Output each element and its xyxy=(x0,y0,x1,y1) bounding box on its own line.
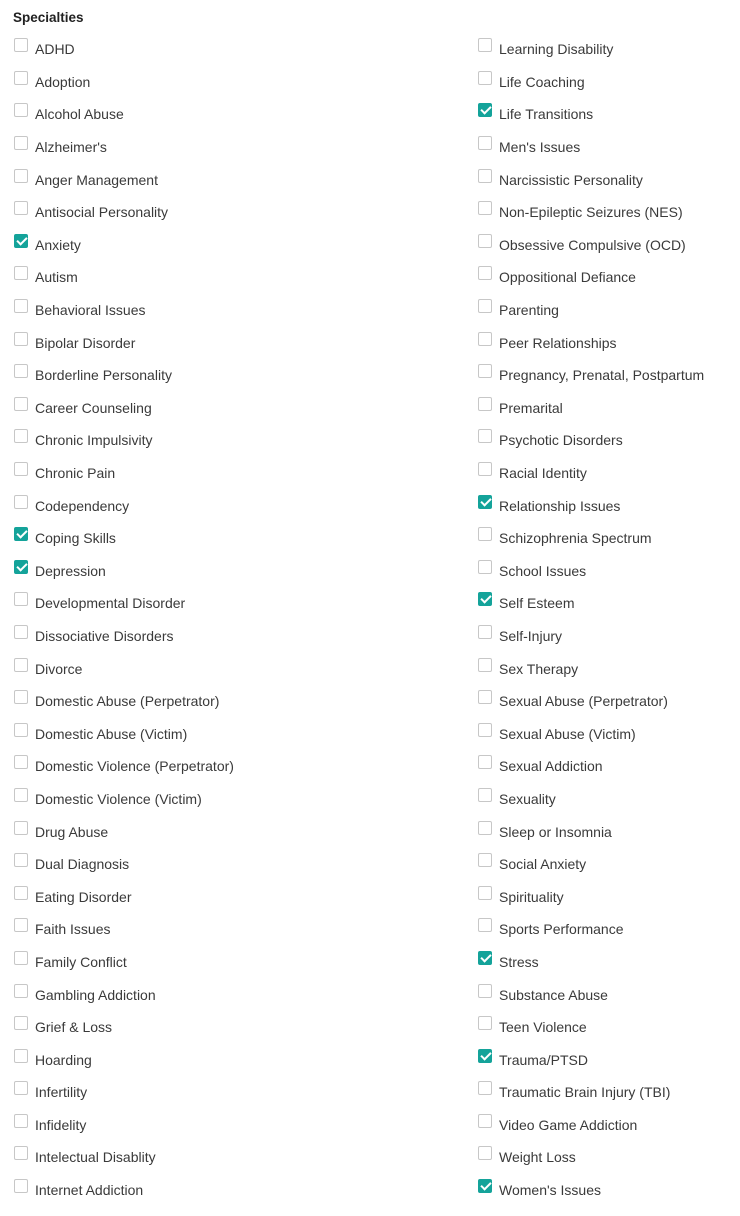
specialty-option-non-epileptic-seizures-nes[interactable] xyxy=(478,195,704,228)
specialty-option-stress[interactable] xyxy=(478,945,704,978)
checkbox-unchecked[interactable] xyxy=(478,136,492,150)
checkbox-unchecked[interactable] xyxy=(14,853,28,867)
checkbox-unchecked[interactable] xyxy=(478,984,492,998)
checkbox-unchecked[interactable] xyxy=(14,462,28,476)
specialty-option-self-esteem[interactable] xyxy=(478,586,704,619)
specialty-option-internet-addiction[interactable] xyxy=(14,1173,234,1206)
specialty-option-adoption[interactable] xyxy=(14,65,234,98)
specialty-option-codependency[interactable] xyxy=(14,488,234,521)
checkbox-unchecked[interactable] xyxy=(14,918,28,932)
specialty-label: Depression xyxy=(35,562,106,579)
specialty-option-sexuality[interactable] xyxy=(478,782,704,815)
specialty-label: Domestic Abuse (Perpetrator) xyxy=(35,693,220,710)
checkbox-unchecked[interactable] xyxy=(14,103,28,117)
specialty-option-traumatic-brain-injury-tbi[interactable] xyxy=(478,1075,704,1108)
checkbox-unchecked[interactable] xyxy=(14,397,28,411)
specialties-column-right xyxy=(478,32,704,1205)
checkbox-unchecked[interactable] xyxy=(14,495,28,509)
specialty-option-family-conflict[interactable] xyxy=(14,945,234,978)
specialty-option-grief-loss[interactable] xyxy=(14,1010,234,1043)
specialty-label: Social Anxiety xyxy=(499,856,587,873)
checkbox-unchecked[interactable] xyxy=(478,429,492,443)
specialty-option-borderline-personality[interactable] xyxy=(14,358,234,391)
checkbox-unchecked[interactable] xyxy=(478,1146,492,1160)
specialty-option-substance-abuse[interactable] xyxy=(478,977,704,1010)
specialty-label: Chronic Pain xyxy=(35,465,116,482)
specialty-label: Domestic Abuse (Victim) xyxy=(35,725,188,742)
checkbox-unchecked[interactable] xyxy=(14,625,28,639)
checkbox-unchecked[interactable] xyxy=(14,136,28,150)
specialty-option-behavioral-issues[interactable] xyxy=(14,293,234,326)
specialty-option-learning-disability[interactable] xyxy=(478,32,704,65)
specialty-option-depression[interactable] xyxy=(14,554,234,587)
specialty-label: Premarital xyxy=(499,399,563,416)
specialty-label: Alcohol Abuse xyxy=(35,106,124,123)
specialty-label: Life Transitions xyxy=(499,106,594,123)
specialty-option-domestic-violence-perpetrator[interactable] xyxy=(14,749,234,782)
checkbox-unchecked[interactable] xyxy=(14,1114,28,1128)
specialty-label: Stress xyxy=(499,953,539,970)
specialty-label: Learning Disability xyxy=(499,41,614,58)
specialty-label: Sexual Abuse (Perpetrator) xyxy=(499,693,668,710)
specialty-label: Sleep or Insomnia xyxy=(499,823,612,840)
specialty-label: Relationship Issues xyxy=(499,497,621,514)
specialty-option-spirituality[interactable] xyxy=(478,879,704,912)
specialty-option-racial-identity[interactable] xyxy=(478,456,704,489)
section-title: Specialties xyxy=(13,10,84,25)
specialty-option-pregnancy-prenatal-postpartum[interactable] xyxy=(478,358,704,391)
specialty-label: Men's Issues xyxy=(499,139,581,156)
checkbox-unchecked[interactable] xyxy=(14,429,28,443)
specialty-option-developmental-disorder[interactable] xyxy=(14,586,234,619)
checkbox-unchecked[interactable] xyxy=(14,755,28,769)
specialty-option-peer-relationships[interactable] xyxy=(478,325,704,358)
specialty-label: Oppositional Defiance xyxy=(499,269,636,286)
checkbox-unchecked[interactable] xyxy=(14,71,28,85)
checkbox-unchecked[interactable] xyxy=(14,1016,28,1030)
checkbox-checked[interactable] xyxy=(14,234,28,248)
specialty-option-gambling-addiction[interactable] xyxy=(14,977,234,1010)
checkbox-unchecked[interactable] xyxy=(14,364,28,378)
specialty-label: Obsessive Compulsive (OCD) xyxy=(499,236,686,253)
specialty-label: Divorce xyxy=(35,660,83,677)
checkbox-unchecked[interactable] xyxy=(14,38,28,52)
specialty-option-women-s-issues[interactable] xyxy=(478,1173,704,1206)
specialty-option-self-injury[interactable] xyxy=(478,619,704,652)
checkbox-unchecked[interactable] xyxy=(478,886,492,900)
specialty-label: Developmental Disorder xyxy=(35,595,186,612)
specialty-label: Hoarding xyxy=(35,1051,92,1068)
checkbox-unchecked[interactable] xyxy=(478,1081,492,1095)
specialty-label: Faith Issues xyxy=(35,921,111,938)
specialty-label: Chronic Impulsivity xyxy=(35,432,153,449)
specialty-label: Codependency xyxy=(35,497,130,514)
specialty-option-sexual-abuse-victim[interactable] xyxy=(478,716,704,749)
specialty-label: Sports Performance xyxy=(499,921,624,938)
specialty-option-infidelity[interactable] xyxy=(14,1108,234,1141)
checkbox-unchecked[interactable] xyxy=(14,658,28,672)
specialty-label: Schizophrenia Spectrum xyxy=(499,530,652,547)
specialty-option-anger-management[interactable] xyxy=(14,162,234,195)
specialty-label: Domestic Violence (Perpetrator) xyxy=(35,758,234,775)
checkbox-unchecked[interactable] xyxy=(14,169,28,183)
specialty-option-sexual-abuse-perpetrator[interactable] xyxy=(478,684,704,717)
checkbox-unchecked[interactable] xyxy=(14,332,28,346)
checkbox-checked[interactable] xyxy=(478,1049,492,1063)
specialty-label: Psychotic Disorders xyxy=(499,432,623,449)
specialty-label: Teen Violence xyxy=(499,1019,587,1036)
checkbox-unchecked[interactable] xyxy=(14,266,28,280)
checkbox-checked[interactable] xyxy=(478,592,492,606)
specialty-label: Borderline Personality xyxy=(35,367,172,384)
specialty-option-sex-therapy[interactable] xyxy=(478,651,704,684)
specialty-option-career-counseling[interactable] xyxy=(14,391,234,424)
specialty-option-autism[interactable] xyxy=(14,260,234,293)
specialty-label: Substance Abuse xyxy=(499,986,608,1003)
specialty-option-psychotic-disorders[interactable] xyxy=(478,423,704,456)
specialty-label: Trauma/PTSD xyxy=(499,1051,588,1068)
checkbox-unchecked[interactable] xyxy=(14,984,28,998)
specialty-option-intelectual-disablity[interactable] xyxy=(14,1140,234,1173)
checkbox-unchecked[interactable] xyxy=(478,1016,492,1030)
specialty-label: Peer Relationships xyxy=(499,334,617,351)
checkbox-unchecked[interactable] xyxy=(478,690,492,704)
specialty-option-sleep-or-insomnia[interactable] xyxy=(478,814,704,847)
checkbox-unchecked[interactable] xyxy=(14,723,28,737)
specialty-option-dissociative-disorders[interactable] xyxy=(14,619,234,652)
specialty-label: Sexuality xyxy=(499,790,556,807)
specialty-label: Internet Addiction xyxy=(35,1182,144,1199)
checkbox-unchecked[interactable] xyxy=(478,658,492,672)
specialty-label: Eating Disorder xyxy=(35,888,132,905)
specialty-label: Weight Loss xyxy=(499,1149,576,1166)
specialty-option-trauma-ptsd[interactable] xyxy=(478,1042,704,1075)
specialty-option-parenting[interactable] xyxy=(478,293,704,326)
checkbox-unchecked[interactable] xyxy=(14,788,28,802)
specialty-label: Grief & Loss xyxy=(35,1019,113,1036)
specialty-option-coping-skills[interactable] xyxy=(14,521,234,554)
specialty-option-antisocial-personality[interactable] xyxy=(14,195,234,228)
specialty-option-infertility[interactable] xyxy=(14,1075,234,1108)
specialty-label: Self Esteem xyxy=(499,595,575,612)
checkbox-unchecked[interactable] xyxy=(14,1146,28,1160)
checkbox-unchecked[interactable] xyxy=(478,299,492,313)
checkbox-unchecked[interactable] xyxy=(478,169,492,183)
checkbox-unchecked[interactable] xyxy=(478,38,492,52)
specialty-label: Adoption xyxy=(35,73,91,90)
specialty-option-weight-loss[interactable] xyxy=(478,1140,704,1173)
specialty-option-schizophrenia-spectrum[interactable] xyxy=(478,521,704,554)
checkbox-unchecked[interactable] xyxy=(14,1081,28,1095)
specialty-option-life-coaching[interactable] xyxy=(478,65,704,98)
specialty-label: Autism xyxy=(35,269,78,286)
specialty-option-teen-violence[interactable] xyxy=(478,1010,704,1043)
checkbox-unchecked[interactable] xyxy=(478,625,492,639)
specialty-label: Self-Injury xyxy=(499,627,563,644)
specialty-label: Bipolar Disorder xyxy=(35,334,136,351)
checkbox-unchecked[interactable] xyxy=(478,723,492,737)
specialty-option-sports-performance[interactable] xyxy=(478,912,704,945)
specialty-label: Non-Epileptic Seizures (NES) xyxy=(499,204,683,221)
checkbox-checked[interactable] xyxy=(14,527,28,541)
checkbox-unchecked[interactable] xyxy=(478,1114,492,1128)
specialty-option-social-anxiety[interactable] xyxy=(478,847,704,880)
checkbox-checked[interactable] xyxy=(478,1179,492,1193)
specialty-label: Alzheimer's xyxy=(35,139,107,156)
specialty-label: Life Coaching xyxy=(499,73,585,90)
specialty-label: Narcissistic Personality xyxy=(499,171,643,188)
specialty-label: Dual Diagnosis xyxy=(35,856,130,873)
specialty-label: Racial Identity xyxy=(499,465,587,482)
checkbox-unchecked[interactable] xyxy=(478,527,492,541)
checkbox-unchecked[interactable] xyxy=(14,821,28,835)
specialty-option-life-transitions[interactable] xyxy=(478,97,704,130)
specialty-label: Dissociative Disorders xyxy=(35,627,174,644)
checkbox-unchecked[interactable] xyxy=(14,1179,28,1193)
checkbox-checked[interactable] xyxy=(14,560,28,574)
specialty-option-divorce[interactable] xyxy=(14,651,234,684)
specialty-option-premarital[interactable] xyxy=(478,391,704,424)
specialty-label: Infertility xyxy=(35,1084,88,1101)
specialty-label: Career Counseling xyxy=(35,399,152,416)
specialty-label: Anxiety xyxy=(35,236,81,253)
checkbox-unchecked[interactable] xyxy=(478,364,492,378)
specialty-label: Anger Management xyxy=(35,171,158,188)
checkbox-checked[interactable] xyxy=(478,103,492,117)
specialty-label: Sexual Abuse (Victim) xyxy=(499,725,636,742)
checkbox-unchecked[interactable] xyxy=(478,71,492,85)
checkbox-unchecked[interactable] xyxy=(478,755,492,769)
checkbox-unchecked[interactable] xyxy=(14,690,28,704)
specialty-option-relationship-issues[interactable] xyxy=(478,488,704,521)
specialties-column-left xyxy=(14,32,234,1205)
specialty-option-narcissistic-personality[interactable] xyxy=(478,162,704,195)
specialty-label: Spirituality xyxy=(499,888,564,905)
checkbox-unchecked[interactable] xyxy=(14,201,28,215)
checkbox-unchecked[interactable] xyxy=(14,1049,28,1063)
specialty-label: Traumatic Brain Injury (TBI) xyxy=(499,1084,671,1101)
specialty-label: Video Game Addiction xyxy=(499,1116,638,1133)
checkbox-checked[interactable] xyxy=(478,951,492,965)
specialty-option-obsessive-compulsive-ocd[interactable] xyxy=(478,228,704,261)
checkbox-unchecked[interactable] xyxy=(478,788,492,802)
specialty-option-chronic-pain[interactable] xyxy=(14,456,234,489)
specialty-option-oppositional-defiance[interactable] xyxy=(478,260,704,293)
specialty-label: Behavioral Issues xyxy=(35,302,146,319)
specialty-label: School Issues xyxy=(499,562,587,579)
specialty-label: Domestic Violence (Victim) xyxy=(35,790,202,807)
specialty-option-hoarding[interactable] xyxy=(14,1042,234,1075)
specialty-label: Coping Skills xyxy=(35,530,116,547)
specialty-label: Family Conflict xyxy=(35,953,127,970)
specialty-option-video-game-addiction[interactable] xyxy=(478,1108,704,1141)
specialty-option-domestic-abuse-victim[interactable] xyxy=(14,716,234,749)
checkbox-unchecked[interactable] xyxy=(478,234,492,248)
specialty-option-eating-disorder[interactable] xyxy=(14,879,234,912)
specialty-label: Women's Issues xyxy=(499,1182,602,1199)
specialty-label: ADHD xyxy=(35,41,75,58)
checkbox-unchecked[interactable] xyxy=(478,918,492,932)
checkbox-unchecked[interactable] xyxy=(14,951,28,965)
specialty-label: Drug Abuse xyxy=(35,823,109,840)
specialty-option-domestic-abuse-perpetrator[interactable] xyxy=(14,684,234,717)
specialty-label: Antisocial Personality xyxy=(35,204,169,221)
checkbox-unchecked[interactable] xyxy=(478,201,492,215)
specialty-label: Parenting xyxy=(499,302,559,319)
checkbox-unchecked[interactable] xyxy=(478,462,492,476)
specialty-option-men-s-issues[interactable] xyxy=(478,130,704,163)
checkbox-unchecked[interactable] xyxy=(478,560,492,574)
checkbox-unchecked[interactable] xyxy=(478,332,492,346)
specialty-label: Pregnancy, Prenatal, Postpartum xyxy=(499,367,705,384)
checkbox-unchecked[interactable] xyxy=(478,266,492,280)
specialty-option-chronic-impulsivity[interactable] xyxy=(14,423,234,456)
specialty-option-adhd[interactable] xyxy=(14,32,234,65)
specialty-option-school-issues[interactable] xyxy=(478,554,704,587)
specialty-option-anxiety[interactable] xyxy=(14,228,234,261)
checkbox-unchecked[interactable] xyxy=(14,299,28,313)
specialty-option-alzheimer-s[interactable] xyxy=(14,130,234,163)
checkbox-unchecked[interactable] xyxy=(478,821,492,835)
specialty-option-dual-diagnosis[interactable] xyxy=(14,847,234,880)
checkbox-unchecked[interactable] xyxy=(478,397,492,411)
specialty-option-drug-abuse[interactable] xyxy=(14,814,234,847)
checkbox-unchecked[interactable] xyxy=(14,886,28,900)
specialty-option-faith-issues[interactable] xyxy=(14,912,234,945)
checkbox-unchecked[interactable] xyxy=(478,853,492,867)
specialty-label: Sex Therapy xyxy=(499,660,579,677)
specialty-label: Gambling Addiction xyxy=(35,986,156,1003)
specialty-label: Intelectual Disablity xyxy=(35,1149,156,1166)
specialty-option-bipolar-disorder[interactable] xyxy=(14,325,234,358)
specialty-option-domestic-violence-victim[interactable] xyxy=(14,782,234,815)
checkbox-unchecked[interactable] xyxy=(14,592,28,606)
specialty-option-alcohol-abuse[interactable] xyxy=(14,97,234,130)
specialty-label: Sexual Addiction xyxy=(499,758,603,775)
specialty-label: Infidelity xyxy=(35,1116,87,1133)
checkbox-checked[interactable] xyxy=(478,495,492,509)
specialty-option-sexual-addiction[interactable] xyxy=(478,749,704,782)
